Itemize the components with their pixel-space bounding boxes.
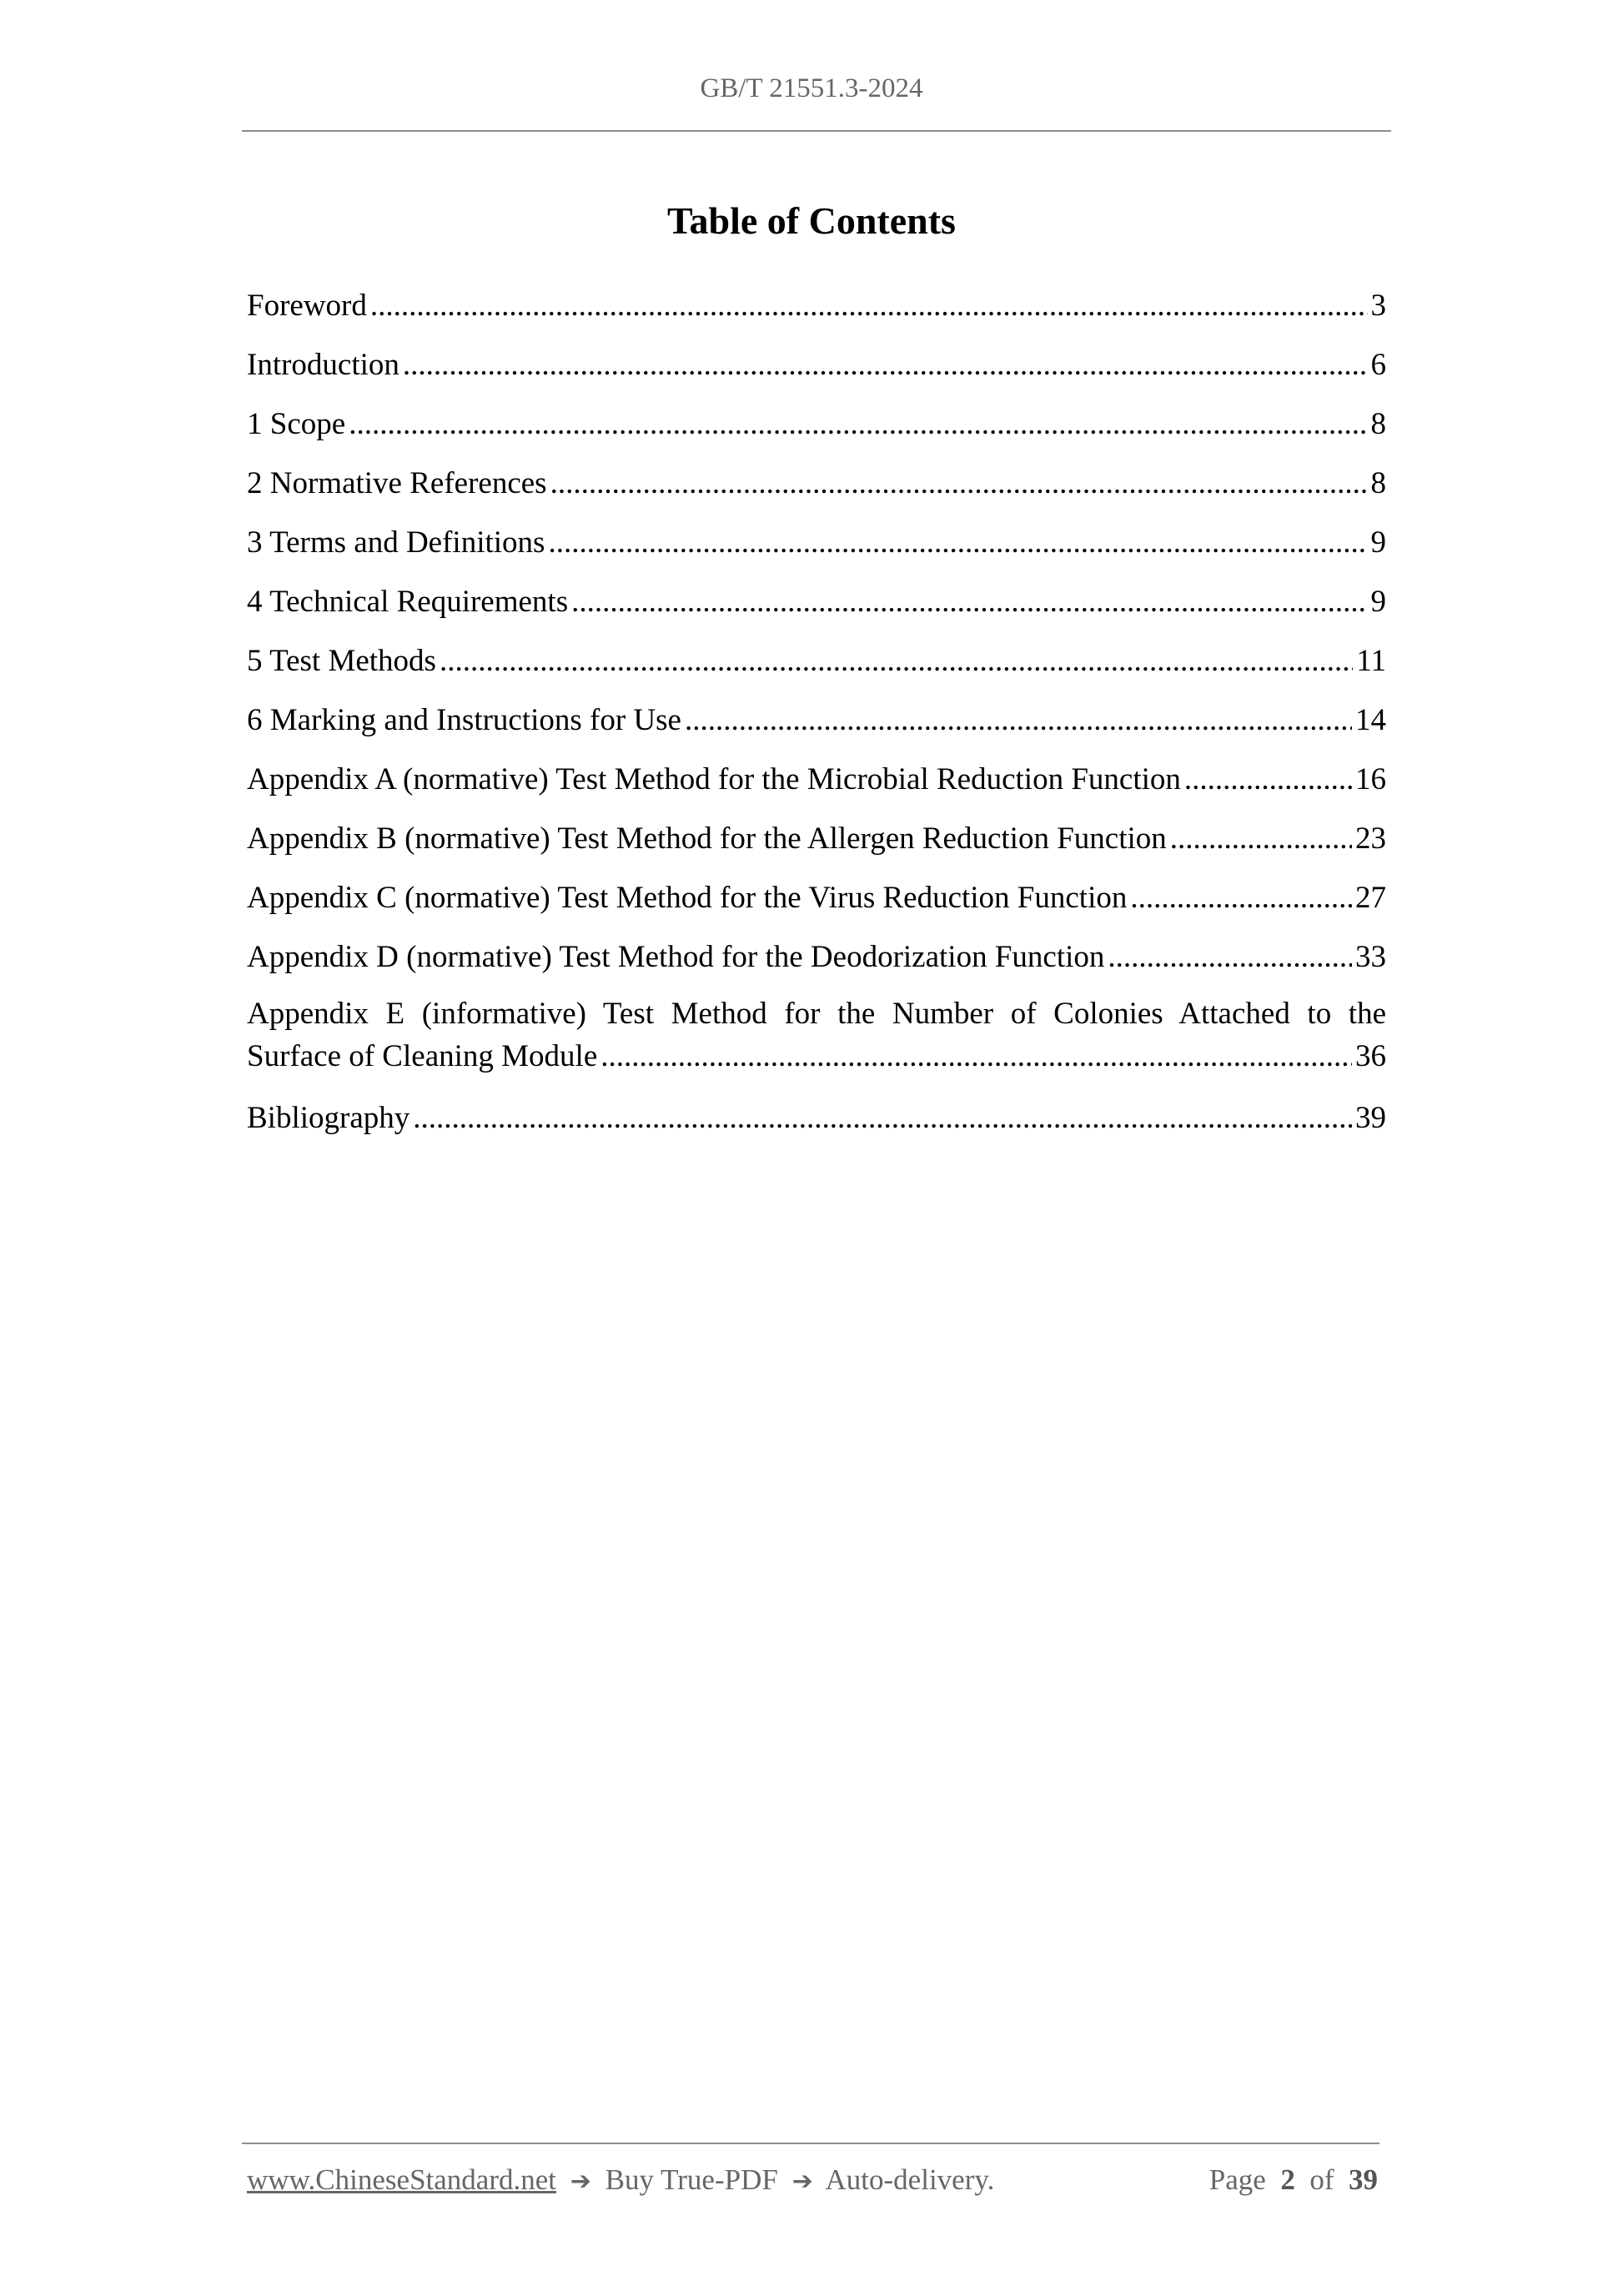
- toc-entry-appendix-c[interactable]: [247, 874, 1386, 933]
- header-divider: [242, 130, 1391, 132]
- toc-entry-label: 4 Technical Requirements: [247, 585, 569, 619]
- toc-entry-page: 8: [1370, 407, 1386, 441]
- toc-entry-appendix-b[interactable]: [247, 815, 1386, 874]
- toc-dot-leader: [440, 637, 1353, 685]
- toc-entry-page: 16: [1355, 762, 1386, 796]
- toc-entry-page: 3: [1370, 289, 1386, 323]
- toc-entry-page: 23: [1355, 821, 1386, 856]
- toc-entry-label: 3 Terms and Definitions: [247, 525, 545, 560]
- toc-entry-normative-references[interactable]: [247, 460, 1386, 519]
- toc-title: Table of Contents: [667, 199, 956, 242]
- toc-entry-label: Appendix B (normative) Test Method for the Allergen Reduction Function: [247, 821, 1167, 856]
- toc-entry-appendix-d[interactable]: [247, 933, 1386, 992]
- toc-entry-label: Bibliography: [247, 1101, 410, 1135]
- toc-entry-page: 14: [1355, 703, 1386, 737]
- toc-dot-leader: [1170, 815, 1352, 862]
- toc-entry-marking-instructions[interactable]: [247, 696, 1386, 756]
- footer-promo: [247, 2163, 994, 2197]
- toc-dot-leader: [403, 341, 1368, 389]
- toc-entry-label: Appendix C (normative) Test Method for the Virus Reduction Function: [247, 881, 1128, 915]
- toc-entry-label-line2: Surface of Cleaning Module: [247, 1039, 598, 1073]
- toc-entry-appendix-e[interactable]: [247, 992, 1386, 1094]
- toc-entry-page: 36: [1355, 1039, 1386, 1073]
- toc-entry-label: 6 Marking and Instructions for Use: [247, 703, 681, 737]
- toc-entry-page: 8: [1370, 466, 1386, 500]
- right-arrow-icon: ➔: [791, 2167, 813, 2196]
- footer-site-link[interactable]: www.ChineseStandard.net: [247, 2163, 556, 2196]
- toc-entry-page: 9: [1370, 525, 1386, 560]
- toc-dot-leader: [571, 578, 1367, 625]
- toc-list: [247, 282, 1386, 1153]
- toc-entry-technical-requirements[interactable]: [247, 578, 1386, 637]
- toc-entry-label: 5 Test Methods: [247, 644, 436, 678]
- toc-dot-leader: [550, 460, 1368, 507]
- toc-dot-leader: [600, 1035, 1352, 1078]
- toc-entry-page: 27: [1355, 881, 1386, 915]
- current-page-number: 2: [1280, 2163, 1295, 2196]
- toc-dot-leader: [413, 1094, 1352, 1142]
- toc-dot-leader: [370, 282, 1368, 329]
- header-standard-code: GB/T 21551.3-2024: [700, 73, 923, 103]
- toc-entry-page: 6: [1370, 348, 1386, 382]
- toc-entry-bibliography[interactable]: [247, 1094, 1386, 1153]
- toc-entry-label: 1 Scope: [247, 407, 346, 441]
- toc-entry-label: Foreword: [247, 289, 367, 323]
- footer-buy-text: Buy True-PDF: [605, 2163, 778, 2196]
- page-word: Page: [1208, 2163, 1266, 2196]
- toc-entry-label: Appendix D (normative) Test Method for the Deodorization Function: [247, 940, 1105, 974]
- toc-entry-foreword[interactable]: [247, 282, 1386, 341]
- toc-entry-scope[interactable]: [247, 400, 1386, 460]
- toc-entry-page: 33: [1355, 940, 1386, 974]
- toc-entry-page: 39: [1355, 1101, 1386, 1135]
- toc-entry-label: Appendix A (normative) Test Method for the Microbial Reduction Function: [247, 762, 1181, 796]
- footer-divider: [242, 2143, 1379, 2144]
- footer-page-indicator: [1209, 2163, 1378, 2197]
- toc-dot-leader: [349, 400, 1367, 448]
- toc-dot-leader: [1184, 756, 1352, 803]
- toc-entry-label-line1: Appendix E (informative) Test Method for the Number of Colonies Attached to the: [247, 997, 1386, 1031]
- toc-dot-leader: [1130, 874, 1352, 922]
- toc-entry-appendix-a[interactable]: [247, 756, 1386, 815]
- of-word: of: [1309, 2163, 1334, 2196]
- footer-delivery-text: Auto-delivery.: [825, 2163, 995, 2196]
- toc-entry-label: Introduction: [247, 348, 399, 382]
- toc-entry-page: 9: [1370, 585, 1386, 619]
- right-arrow-icon: ➔: [570, 2167, 591, 2196]
- toc-entry-page: 11: [1356, 644, 1386, 678]
- toc-entry-test-methods[interactable]: [247, 637, 1386, 696]
- toc-dot-leader: [685, 696, 1352, 744]
- toc-dot-leader: [1108, 933, 1352, 981]
- toc-entry-label: 2 Normative References: [247, 466, 547, 500]
- total-page-count: 39: [1349, 2163, 1378, 2196]
- toc-entry-introduction[interactable]: [247, 341, 1386, 400]
- toc-dot-leader: [548, 519, 1367, 566]
- toc-entry-terms-definitions[interactable]: [247, 519, 1386, 578]
